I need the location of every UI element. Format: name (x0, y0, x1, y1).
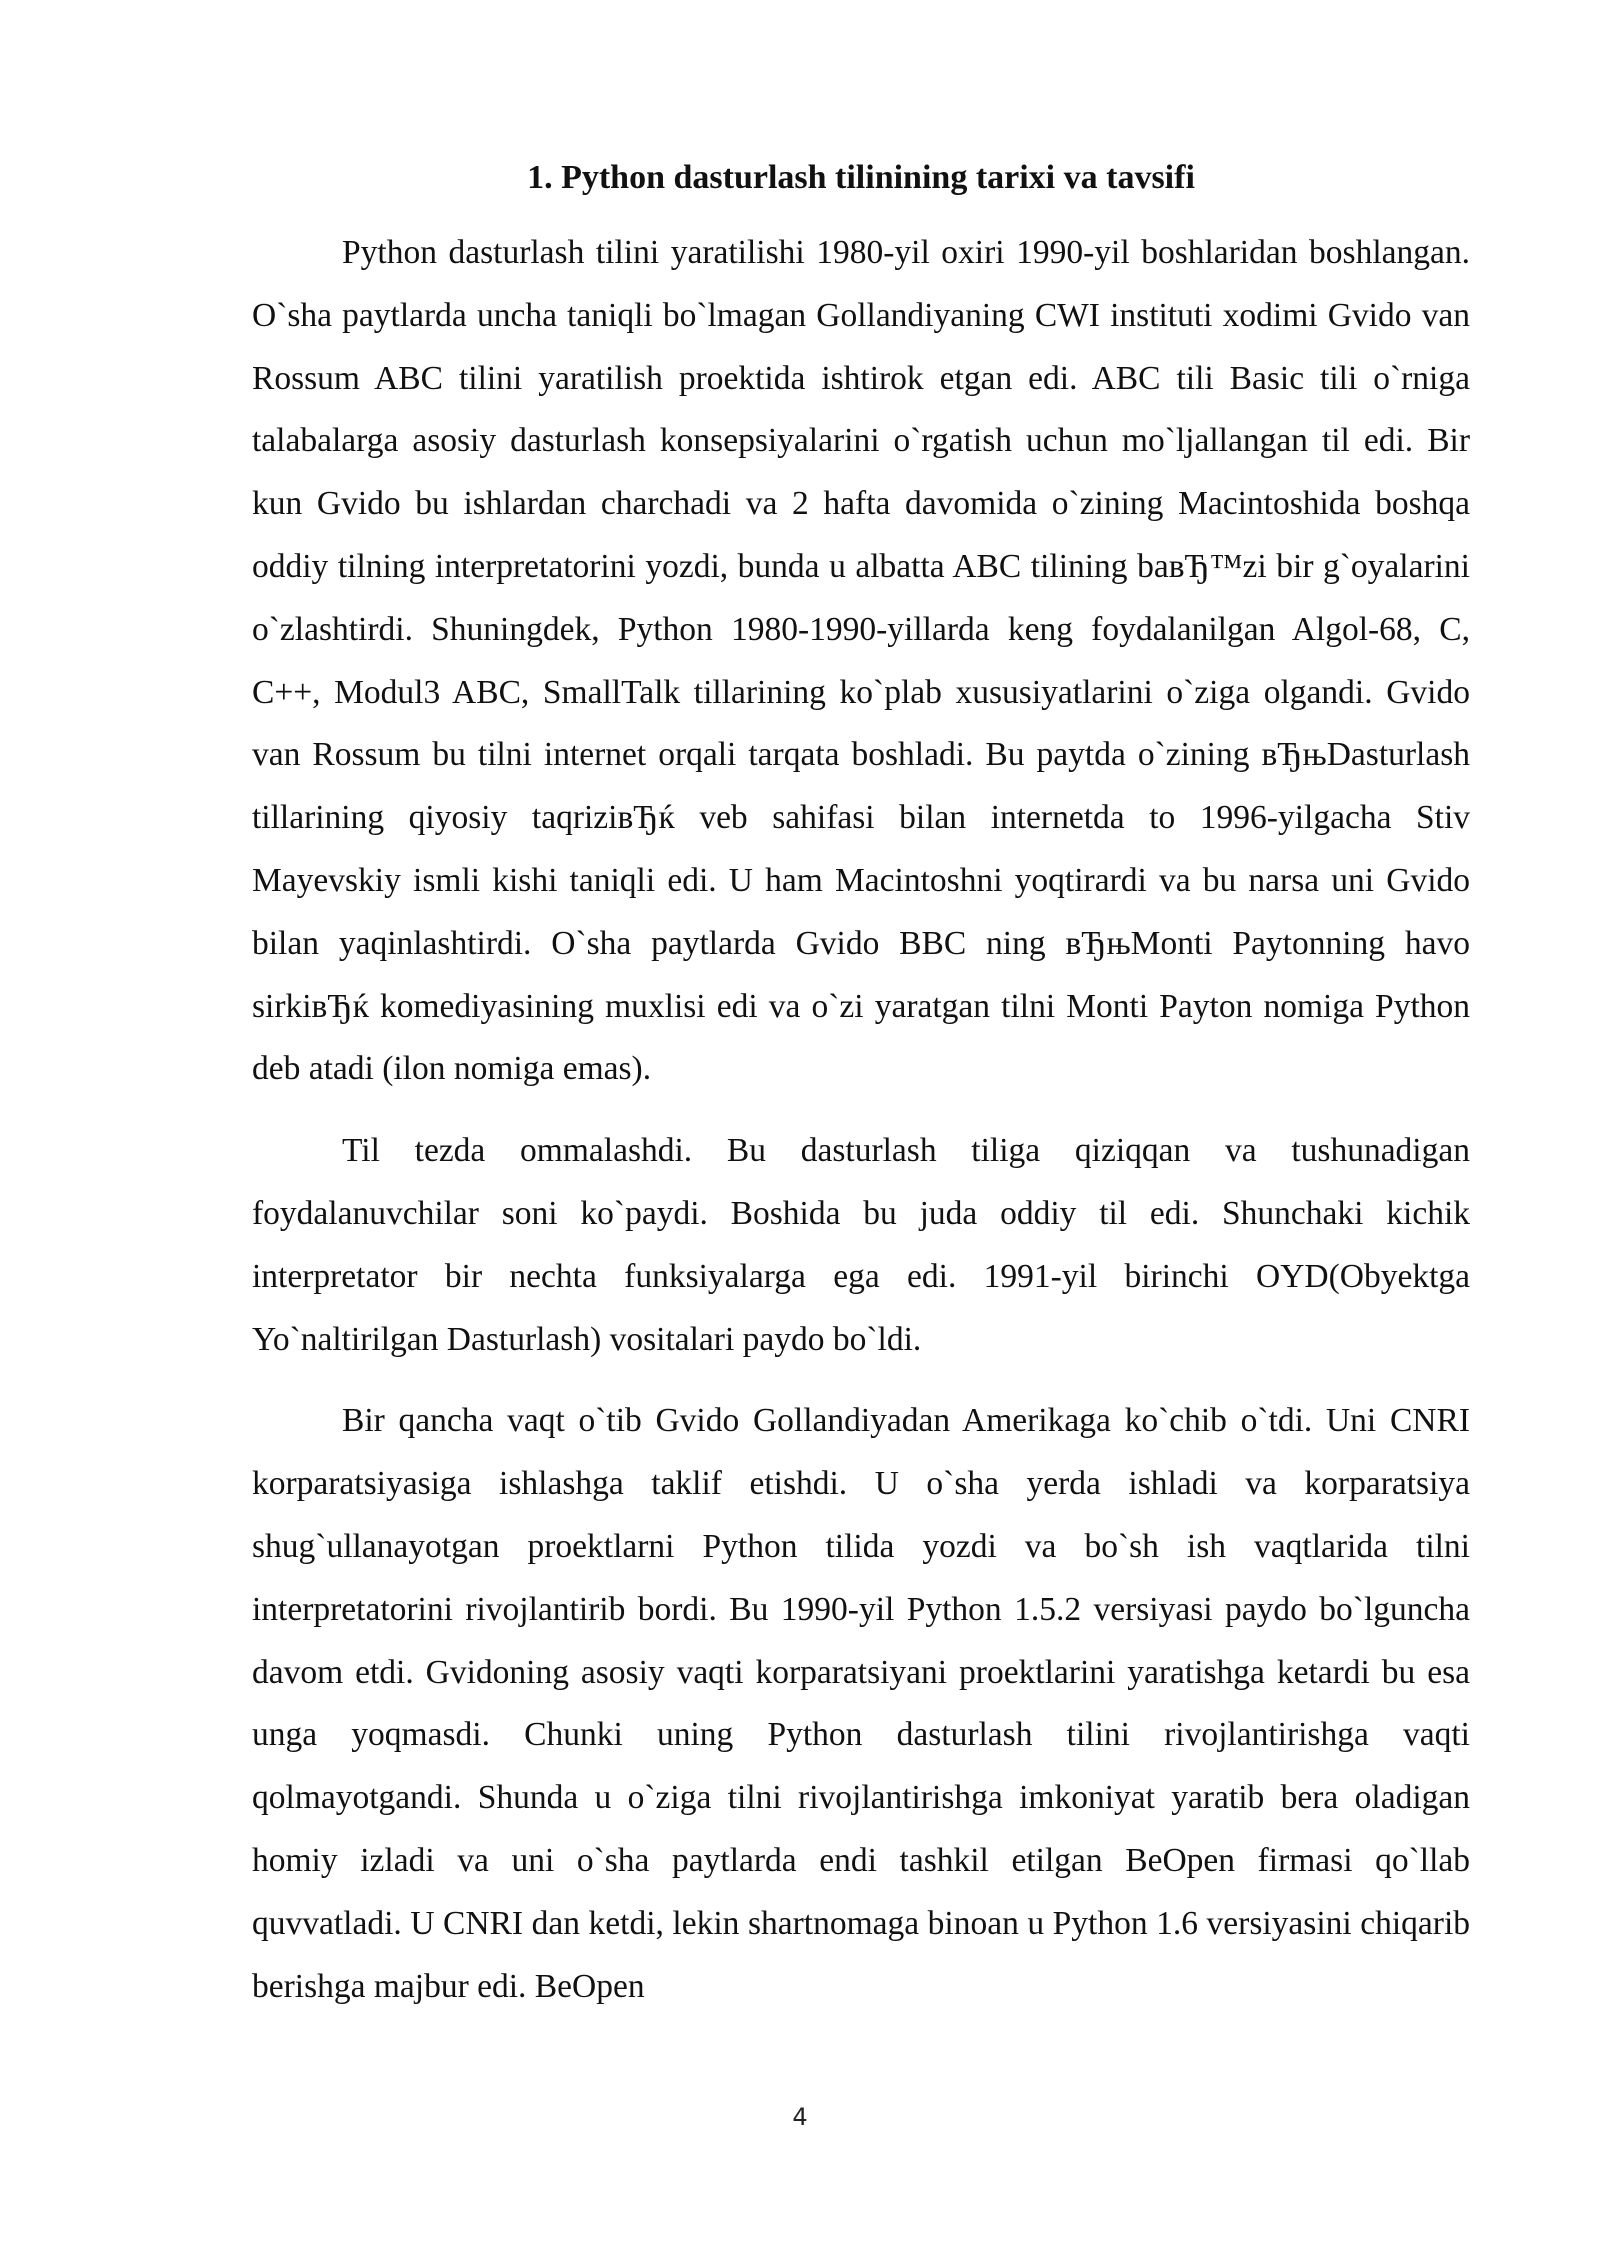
paragraph-cnri-beopen: Bir qancha vaqt o`tib Gvido Gollandiyadan Amerikaga ko`chib o`tdi. Uni CNRI korparatsiyasiga ishlashga taklif etishdi. U o`sha yerda ishladi va korparatsiya shug`ullanayotgan proektlarni Python tilida yozdi va bo`sh ish vaqtlarida tilni interpretatorini rivojlantirib bordi. Bu 1990-yil Python 1.5.2 versiyasi paydo bo`lguncha davom etdi. Gvidoning asosiy vaqti korparatsiyani proektlarini yaratishga ketardi bu esa unga yoqmasdi. Chunki uning Python dasturlash tilini rivojlantirishga vaqti qolmayotgandi. Shunda u o`ziga tilni rivojlantirishga imkoniyat yaratib bera oladigan homiy izladi va uni o`sha paytlarda endi tashkil etilgan BeOpen firmasi qo`llab quvvatladi. U CNRI dan ketdi, lekin shartnomaga binoan u Python 1.6 versiyasini chiqarib berishga majbur edi. BeOpen (252, 1402, 1470, 2005)
paragraph-history-origin: Python dasturlash tilini yaratilishi 1980-yil oxiri 1990-yil boshlaridan boshlangan. O`sha paytlarda uncha taniqli bo`lmagan Gollandiyaning CWI instituti xodimi Gvido van Rossum ABC tilini yaratilish proektida ishtirok etgan edi. ABC tili Basic tili o`rniga talabalarga asosiy dasturlash konsepsiyalarini o`rgatish uchun mo`ljallangan til edi. Bir kun Gvido bu ishlardan charchadi va 2 hafta davomida o`zining Macintoshida boshqa oddiy tilning interpretatorini yozdi, bunda u albatta ABC tilining baвЂ™zi bir g`oyalarini o`zlashtirdi. Shuningdek, Python 1980-1990-yillarda keng foydalanilgan Algol-68, C, C++, Modul3 ABC, SmallTalk tillarining ko`plab xususiyatlarini o`ziga olgandi. Gvido van Rossum bu tilni internet orqali tarqata boshladi. Bu paytda o`zining вЂњDasturlash tillarining qiyosiy taqriziвЂќ veb sahifasi bilan internetda to 1996-yilgacha Stiv Mayevskiy ismli kishi taniqli edi. U ham Macintoshni yoqtirardi va bu narsa uni Gvido bilan yaqinlashtirdi. O`sha paytlarda Gvido BBC ning вЂњMonti Paytonning havo sirkiвЂќ komediyasining muxlisi edi va o`zi yaratgan tilni Monti Payton nomiga Python deb atadi (ilon nomiga emas). (252, 234, 1470, 1088)
section-heading: 1. Python dasturlash tilinining tarixi va tavsifi (527, 159, 1195, 196)
paragraph-popularity: Til tezda ommalashdi. Bu dasturlash tiliga qiziqqan va tushunadigan foydalanuvchilar soni ko`paydi. Boshida bu juda oddiy til edi. Shunchaki kichik interpretator bir nechta funksiyalarga ega edi. 1991-yil birinchi OYD(Obyektga Yo`naltirilgan Dasturlash) vositalari paydo bo`ldi. (252, 1132, 1470, 1358)
page-content (252, 148, 1470, 2037)
page-number: 4 (792, 2103, 808, 2131)
